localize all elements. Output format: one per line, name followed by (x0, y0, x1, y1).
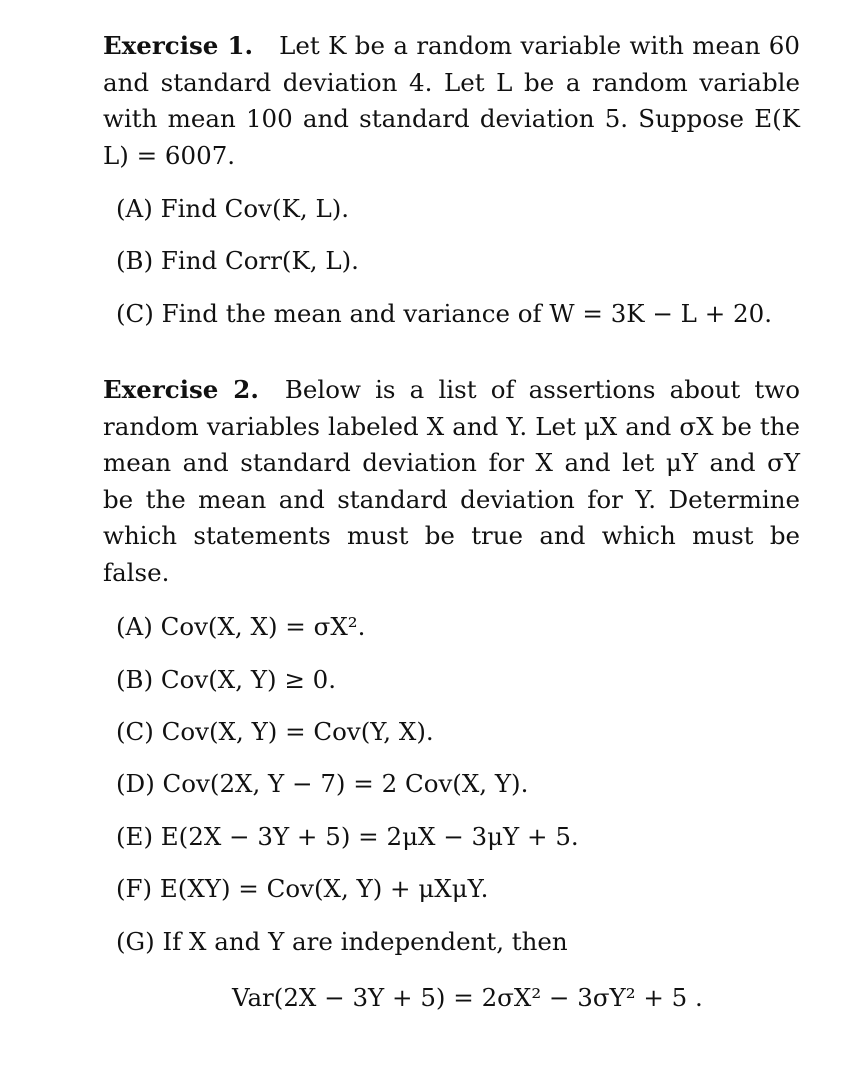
exercise-2-part-b: (B) Cov(X, Y) ≥ 0. (116, 665, 337, 694)
exercise-2-part-e: (E) E(2X − 3Y + 5) = 2μX − 3μY + 5. (116, 822, 579, 851)
exercise-2-part-g: (G) If X and Y are independent, then (116, 927, 568, 956)
exercise-1-heading: Exercise 1. (103, 31, 254, 60)
exercise-2-part-c: (C) Cov(X, Y) = Cov(Y, X). (116, 717, 434, 746)
exercise-2-paragraph (103, 372, 800, 592)
exercise-2-heading: Exercise 2. (103, 375, 259, 404)
exercise-1-part-c: (C) Find the mean and variance of W = 3K − L + 20. (116, 299, 773, 328)
exercise-2-body: Below is a list of assertions about two random variables labeled X and Y. Let μX and σX be the mean and standard deviation for X and let μY and σY be the mean and standard deviation for Y. Determine which statements must be true and which must be false. (103, 375, 800, 587)
exercise-1-part-a: (A) Find Cov(K, L). (116, 194, 350, 223)
exercise-1-paragraph (103, 28, 800, 174)
exercise-2-variance-equation: Var(2X − 3Y + 5) = 2σX² − 3σY² + 5 . (232, 983, 703, 1012)
exercise-2-part-a: (A) Cov(X, X) = σX². (116, 612, 366, 641)
exercise-1-body: Let K be a random variable with mean 60 and standard deviation 4. Let L be a random variable with mean 100 and standard deviation 5. Suppose E(K L) = 6007. (103, 31, 800, 170)
exercise-2-part-d: (D) Cov(2X, Y − 7) = 2 Cov(X, Y). (116, 769, 529, 798)
exercise-2-part-f: (F) E(XY) = Cov(X, Y) + μXμY. (116, 874, 489, 903)
exercise-1-part-b: (B) Find Corr(K, L). (116, 246, 359, 275)
